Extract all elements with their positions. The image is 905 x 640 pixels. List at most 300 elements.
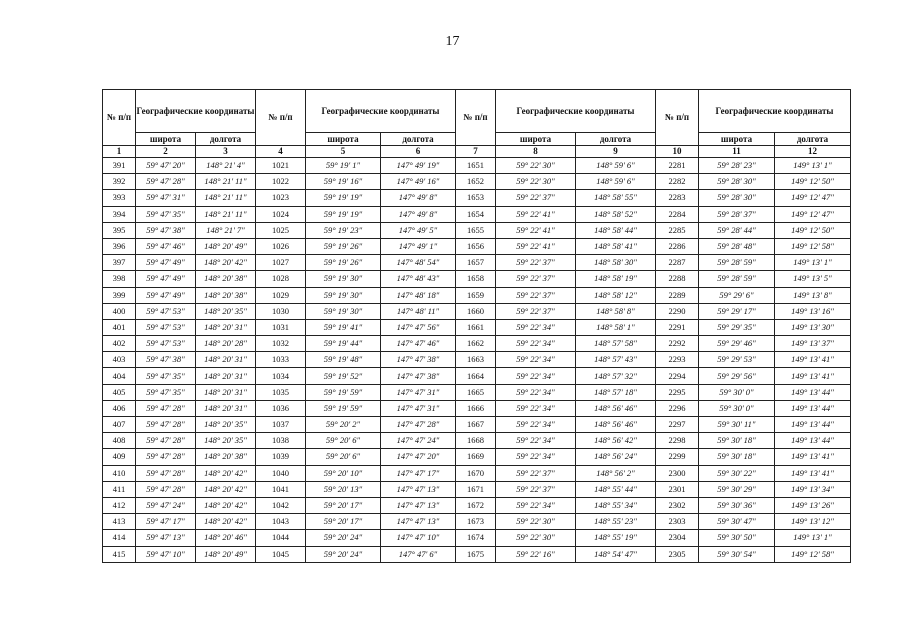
latitude-value: 59° 47' 49": [136, 271, 196, 287]
longitude-value: 147° 47' 10": [381, 530, 456, 546]
longitude-value: 147° 49' 19": [381, 158, 456, 174]
point-number: 1665: [456, 384, 496, 400]
longitude-value: 148° 57' 58": [576, 336, 656, 352]
longitude-value: 148° 56' 46": [576, 400, 656, 416]
longitude-value: 147° 49' 8": [381, 206, 456, 222]
point-number: 1028: [256, 271, 306, 287]
latitude-value: 59° 19' 41": [306, 319, 381, 335]
longitude-value: 147° 47' 38": [381, 352, 456, 368]
table-body: [103, 158, 851, 563]
point-number: 395: [103, 222, 136, 238]
longitude-value: 147° 47' 17": [381, 465, 456, 481]
latitude-value: 59° 19' 19": [306, 190, 381, 206]
point-number: 2289: [656, 287, 699, 303]
longitude-value: 148° 58' 41": [576, 238, 656, 254]
column-number: 2: [136, 146, 196, 158]
point-number: 1044: [256, 530, 306, 546]
point-number: 2288: [656, 271, 699, 287]
latitude-value: 59° 22' 37": [496, 255, 576, 271]
point-number: 1668: [456, 433, 496, 449]
point-number: 1660: [456, 303, 496, 319]
num-header: № п/п: [256, 90, 306, 146]
point-number: 1662: [456, 336, 496, 352]
latitude-value: 59° 47' 38": [136, 352, 196, 368]
point-number: 1024: [256, 206, 306, 222]
longitude-value: 149° 13' 16": [775, 303, 851, 319]
point-number: 1035: [256, 384, 306, 400]
point-number: 1037: [256, 417, 306, 433]
latitude-value: 59° 22' 34": [496, 417, 576, 433]
longitude-value: 148° 58' 12": [576, 287, 656, 303]
longitude-value: 149° 12' 47": [775, 206, 851, 222]
point-number: 1027: [256, 255, 306, 271]
latitude-value: 59° 29' 35": [699, 319, 775, 335]
longitude-value: 148° 55' 34": [576, 497, 656, 513]
longitude-value: 147° 47' 13": [381, 497, 456, 513]
latitude-value: 59° 22' 37": [496, 271, 576, 287]
longitude-value: 148° 58' 19": [576, 271, 656, 287]
point-number: 411: [103, 481, 136, 497]
longitude-value: 147° 49' 16": [381, 174, 456, 190]
longitude-value: 148° 20' 38": [196, 287, 256, 303]
column-number: 9: [576, 146, 656, 158]
point-number: 406: [103, 400, 136, 416]
longitude-value: 147° 48' 43": [381, 271, 456, 287]
latitude-value: 59° 29' 56": [699, 368, 775, 384]
longitude-value: 149° 13' 44": [775, 433, 851, 449]
longitude-value: 149° 13' 34": [775, 481, 851, 497]
point-number: 2296: [656, 400, 699, 416]
latitude-value: 59° 30' 47": [699, 514, 775, 530]
longitude-value: 149° 12' 50": [775, 174, 851, 190]
table-row: [103, 206, 851, 222]
longitude-value: 148° 20' 31": [196, 352, 256, 368]
point-number: 1039: [256, 449, 306, 465]
latitude-value: 59° 47' 49": [136, 287, 196, 303]
latitude-value: 59° 30' 0": [699, 384, 775, 400]
point-number: 2287: [656, 255, 699, 271]
table-row: [103, 546, 851, 562]
column-number: 5: [306, 146, 381, 158]
point-number: 2300: [656, 465, 699, 481]
longitude-value: 148° 56' 24": [576, 449, 656, 465]
longitude-value: 149° 13' 5": [775, 271, 851, 287]
longitude-value: 148° 20' 42": [196, 497, 256, 513]
point-number: 1671: [456, 481, 496, 497]
point-number: 2303: [656, 514, 699, 530]
longitude-value: 147° 47' 31": [381, 400, 456, 416]
latitude-value: 59° 19' 23": [306, 222, 381, 238]
latitude-value: 59° 22' 37": [496, 287, 576, 303]
longitude-value: 147° 49' 5": [381, 222, 456, 238]
point-number: 1675: [456, 546, 496, 562]
latitude-header: широта: [699, 133, 775, 146]
latitude-value: 59° 30' 0": [699, 400, 775, 416]
latitude-value: 59° 28' 59": [699, 255, 775, 271]
longitude-value: 147° 49' 8": [381, 190, 456, 206]
latitude-value: 59° 47' 13": [136, 530, 196, 546]
latitude-value: 59° 22' 34": [496, 336, 576, 352]
latitude-value: 59° 29' 6": [699, 287, 775, 303]
point-number: 1022: [256, 174, 306, 190]
point-number: 1032: [256, 336, 306, 352]
table-row: [103, 190, 851, 206]
latitude-value: 59° 47' 53": [136, 336, 196, 352]
point-number: 1045: [256, 546, 306, 562]
longitude-value: 148° 21' 4": [196, 158, 256, 174]
latitude-value: 59° 47' 28": [136, 465, 196, 481]
table-row: [103, 433, 851, 449]
point-number: 1021: [256, 158, 306, 174]
longitude-value: 147° 49' 1": [381, 238, 456, 254]
longitude-value: 147° 48' 54": [381, 255, 456, 271]
latitude-value: 59° 30' 11": [699, 417, 775, 433]
point-number: 402: [103, 336, 136, 352]
point-number: 415: [103, 546, 136, 562]
column-number: 7: [456, 146, 496, 158]
longitude-value: 149° 12' 47": [775, 190, 851, 206]
num-header: № п/п: [656, 90, 699, 146]
point-number: 397: [103, 255, 136, 271]
latitude-header: широта: [306, 133, 381, 146]
latitude-value: 59° 22' 41": [496, 238, 576, 254]
latitude-value: 59° 19' 26": [306, 255, 381, 271]
point-number: 407: [103, 417, 136, 433]
point-number: 1658: [456, 271, 496, 287]
longitude-value: 148° 57' 18": [576, 384, 656, 400]
latitude-value: 59° 22' 30": [496, 174, 576, 190]
point-number: 1667: [456, 417, 496, 433]
latitude-value: 59° 22' 16": [496, 546, 576, 562]
longitude-value: 148° 20' 38": [196, 271, 256, 287]
longitude-value: 148° 20' 42": [196, 481, 256, 497]
longitude-value: 148° 20' 49": [196, 546, 256, 562]
latitude-value: 59° 19' 16": [306, 174, 381, 190]
longitude-header: долгота: [381, 133, 456, 146]
table-row: [103, 465, 851, 481]
latitude-value: 59° 28' 44": [699, 222, 775, 238]
latitude-value: 59° 20' 6": [306, 449, 381, 465]
latitude-value: 59° 47' 28": [136, 400, 196, 416]
latitude-value: 59° 22' 30": [496, 158, 576, 174]
latitude-value: 59° 22' 37": [496, 190, 576, 206]
longitude-value: 147° 47' 38": [381, 368, 456, 384]
coords-group-header: Географические координаты: [496, 90, 656, 133]
longitude-value: 149° 12' 58": [775, 238, 851, 254]
longitude-value: 148° 20' 31": [196, 384, 256, 400]
point-number: 1656: [456, 238, 496, 254]
latitude-value: 59° 47' 35": [136, 384, 196, 400]
point-number: 2294: [656, 368, 699, 384]
longitude-value: 148° 21' 7": [196, 222, 256, 238]
longitude-value: 149° 13' 1": [775, 255, 851, 271]
latitude-value: 59° 47' 28": [136, 433, 196, 449]
latitude-value: 59° 22' 37": [496, 303, 576, 319]
table-row: [103, 368, 851, 384]
longitude-value: 148° 20' 42": [196, 255, 256, 271]
longitude-value: 149° 13' 26": [775, 497, 851, 513]
latitude-value: 59° 19' 52": [306, 368, 381, 384]
latitude-value: 59° 30' 50": [699, 530, 775, 546]
longitude-value: 149° 13' 30": [775, 319, 851, 335]
table-row: [103, 255, 851, 271]
latitude-value: 59° 19' 30": [306, 271, 381, 287]
latitude-value: 59° 47' 28": [136, 481, 196, 497]
longitude-value: 148° 55' 44": [576, 481, 656, 497]
point-number: 1043: [256, 514, 306, 530]
latitude-value: 59° 22' 34": [496, 433, 576, 449]
latitude-value: 59° 19' 30": [306, 287, 381, 303]
longitude-value: 148° 58' 8": [576, 303, 656, 319]
latitude-value: 59° 29' 53": [699, 352, 775, 368]
point-number: 1654: [456, 206, 496, 222]
point-number: 1663: [456, 352, 496, 368]
point-number: 1657: [456, 255, 496, 271]
latitude-value: 59° 20' 24": [306, 530, 381, 546]
point-number: 2293: [656, 352, 699, 368]
point-number: 2291: [656, 319, 699, 335]
longitude-value: 149° 13' 41": [775, 449, 851, 465]
point-number: 398: [103, 271, 136, 287]
latitude-value: 59° 22' 37": [496, 465, 576, 481]
latitude-value: 59° 19' 1": [306, 158, 381, 174]
table-row: [103, 303, 851, 319]
point-number: 2305: [656, 546, 699, 562]
latitude-value: 59° 47' 53": [136, 319, 196, 335]
latitude-value: 59° 30' 54": [699, 546, 775, 562]
point-number: 2283: [656, 190, 699, 206]
longitude-value: 147° 47' 46": [381, 336, 456, 352]
latitude-value: 59° 22' 30": [496, 530, 576, 546]
point-number: 1664: [456, 368, 496, 384]
longitude-value: 148° 20' 35": [196, 417, 256, 433]
point-number: 1651: [456, 158, 496, 174]
longitude-value: 148° 20' 42": [196, 514, 256, 530]
longitude-value: 149° 13' 41": [775, 352, 851, 368]
point-number: 1030: [256, 303, 306, 319]
longitude-value: 148° 20' 46": [196, 530, 256, 546]
latitude-value: 59° 20' 6": [306, 433, 381, 449]
latitude-value: 59° 28' 30": [699, 190, 775, 206]
longitude-value: 148° 21' 11": [196, 206, 256, 222]
longitude-value: 149° 13' 44": [775, 384, 851, 400]
coords-group-header: Географические координаты: [136, 90, 256, 133]
point-number: 1672: [456, 497, 496, 513]
longitude-value: 148° 57' 32": [576, 368, 656, 384]
point-number: 413: [103, 514, 136, 530]
latitude-value: 59° 19' 59": [306, 384, 381, 400]
longitude-value: 149° 13' 41": [775, 465, 851, 481]
latitude-value: 59° 47' 28": [136, 449, 196, 465]
point-number: 1670: [456, 465, 496, 481]
column-number: 6: [381, 146, 456, 158]
table-row: [103, 222, 851, 238]
longitude-value: 148° 20' 31": [196, 400, 256, 416]
point-number: 1041: [256, 481, 306, 497]
longitude-value: 148° 20' 35": [196, 433, 256, 449]
point-number: 1669: [456, 449, 496, 465]
longitude-value: 147° 47' 6": [381, 546, 456, 562]
longitude-value: 148° 20' 49": [196, 238, 256, 254]
latitude-value: 59° 22' 37": [496, 481, 576, 497]
point-number: 1659: [456, 287, 496, 303]
column-number: 10: [656, 146, 699, 158]
longitude-value: 149° 13' 41": [775, 368, 851, 384]
latitude-value: 59° 22' 34": [496, 352, 576, 368]
longitude-value: 147° 47' 24": [381, 433, 456, 449]
longitude-header: долгота: [576, 133, 656, 146]
latitude-value: 59° 19' 30": [306, 303, 381, 319]
latitude-value: 59° 47' 28": [136, 174, 196, 190]
point-number: 2298: [656, 433, 699, 449]
point-number: 393: [103, 190, 136, 206]
longitude-value: 147° 47' 56": [381, 319, 456, 335]
latitude-value: 59° 20' 17": [306, 514, 381, 530]
table-row: [103, 497, 851, 513]
latitude-value: 59° 47' 24": [136, 497, 196, 513]
longitude-value: 148° 21' 11": [196, 174, 256, 190]
longitude-value: 149° 13' 44": [775, 417, 851, 433]
point-number: 1038: [256, 433, 306, 449]
table-row: [103, 384, 851, 400]
table-row: [103, 530, 851, 546]
latitude-value: 59° 47' 46": [136, 238, 196, 254]
longitude-header: долгота: [196, 133, 256, 146]
latitude-value: 59° 20' 2": [306, 417, 381, 433]
point-number: 2295: [656, 384, 699, 400]
table-row: [103, 336, 851, 352]
column-number: 12: [775, 146, 851, 158]
column-number: 4: [256, 146, 306, 158]
latitude-value: 59° 19' 26": [306, 238, 381, 254]
point-number: 408: [103, 433, 136, 449]
latitude-value: 59° 20' 17": [306, 497, 381, 513]
latitude-value: 59° 22' 34": [496, 449, 576, 465]
point-number: 391: [103, 158, 136, 174]
table-row: [103, 271, 851, 287]
point-number: 2282: [656, 174, 699, 190]
point-number: 2299: [656, 449, 699, 465]
longitude-value: 149° 13' 12": [775, 514, 851, 530]
longitude-value: 149° 13' 37": [775, 336, 851, 352]
longitude-value: 147° 47' 20": [381, 449, 456, 465]
latitude-value: 59° 22' 41": [496, 206, 576, 222]
table-row: [103, 287, 851, 303]
latitude-value: 59° 19' 19": [306, 206, 381, 222]
latitude-value: 59° 47' 28": [136, 417, 196, 433]
latitude-value: 59° 30' 18": [699, 433, 775, 449]
table-row: [103, 238, 851, 254]
point-number: 401: [103, 319, 136, 335]
latitude-value: 59° 22' 30": [496, 514, 576, 530]
latitude-value: 59° 28' 59": [699, 271, 775, 287]
point-number: 2301: [656, 481, 699, 497]
latitude-value: 59° 28' 23": [699, 158, 775, 174]
latitude-value: 59° 47' 10": [136, 546, 196, 562]
point-number: 394: [103, 206, 136, 222]
point-number: 1674: [456, 530, 496, 546]
point-number: 396: [103, 238, 136, 254]
table-row: [103, 481, 851, 497]
latitude-value: 59° 22' 34": [496, 400, 576, 416]
longitude-value: 148° 21' 11": [196, 190, 256, 206]
latitude-value: 59° 19' 44": [306, 336, 381, 352]
point-number: 1653: [456, 190, 496, 206]
longitude-value: 149° 12' 58": [775, 546, 851, 562]
point-number: 1025: [256, 222, 306, 238]
table-row: [103, 319, 851, 335]
page-number: 17: [445, 34, 460, 49]
point-number: 1655: [456, 222, 496, 238]
column-number: 11: [699, 146, 775, 158]
num-header: № п/п: [456, 90, 496, 146]
longitude-value: 147° 48' 11": [381, 303, 456, 319]
longitude-value: 148° 58' 1": [576, 319, 656, 335]
point-number: 1652: [456, 174, 496, 190]
longitude-value: 147° 47' 13": [381, 514, 456, 530]
column-number: 1: [103, 146, 136, 158]
longitude-value: 148° 58' 52": [576, 206, 656, 222]
point-number: 400: [103, 303, 136, 319]
latitude-value: 59° 22' 34": [496, 319, 576, 335]
longitude-value: 147° 47' 13": [381, 481, 456, 497]
latitude-value: 59° 22' 34": [496, 368, 576, 384]
longitude-value: 148° 55' 19": [576, 530, 656, 546]
latitude-value: 59° 28' 48": [699, 238, 775, 254]
latitude-value: 59° 47' 53": [136, 303, 196, 319]
latitude-value: 59° 28' 30": [699, 174, 775, 190]
table-row: [103, 158, 851, 174]
latitude-value: 59° 19' 48": [306, 352, 381, 368]
longitude-value: 149° 13' 1": [775, 158, 851, 174]
latitude-value: 59° 47' 31": [136, 190, 196, 206]
longitude-header: долгота: [775, 133, 851, 146]
table-row: [103, 417, 851, 433]
latitude-header: широта: [136, 133, 196, 146]
latitude-value: 59° 30' 36": [699, 497, 775, 513]
point-number: 409: [103, 449, 136, 465]
point-number: 405: [103, 384, 136, 400]
table-row: [103, 174, 851, 190]
column-number-row: [103, 146, 851, 158]
coords-group-header: Географические координаты: [306, 90, 456, 133]
longitude-value: 148° 58' 30": [576, 255, 656, 271]
point-number: 1666: [456, 400, 496, 416]
longitude-value: 149° 12' 50": [775, 222, 851, 238]
point-number: 414: [103, 530, 136, 546]
latitude-value: 59° 20' 13": [306, 481, 381, 497]
longitude-value: 148° 20' 35": [196, 303, 256, 319]
point-number: 2285: [656, 222, 699, 238]
latitude-value: 59° 20' 10": [306, 465, 381, 481]
point-number: 1673: [456, 514, 496, 530]
longitude-value: 148° 20' 42": [196, 465, 256, 481]
point-number: 2284: [656, 206, 699, 222]
point-number: 2302: [656, 497, 699, 513]
latitude-value: 59° 22' 34": [496, 384, 576, 400]
latitude-value: 59° 22' 41": [496, 222, 576, 238]
longitude-value: 147° 47' 31": [381, 384, 456, 400]
longitude-value: 148° 58' 44": [576, 222, 656, 238]
point-number: 1042: [256, 497, 306, 513]
latitude-value: 59° 47' 49": [136, 255, 196, 271]
longitude-value: 148° 54' 47": [576, 546, 656, 562]
longitude-value: 149° 13' 1": [775, 530, 851, 546]
latitude-value: 59° 22' 34": [496, 497, 576, 513]
longitude-value: 147° 48' 18": [381, 287, 456, 303]
point-number: 2281: [656, 158, 699, 174]
longitude-value: 148° 56' 46": [576, 417, 656, 433]
